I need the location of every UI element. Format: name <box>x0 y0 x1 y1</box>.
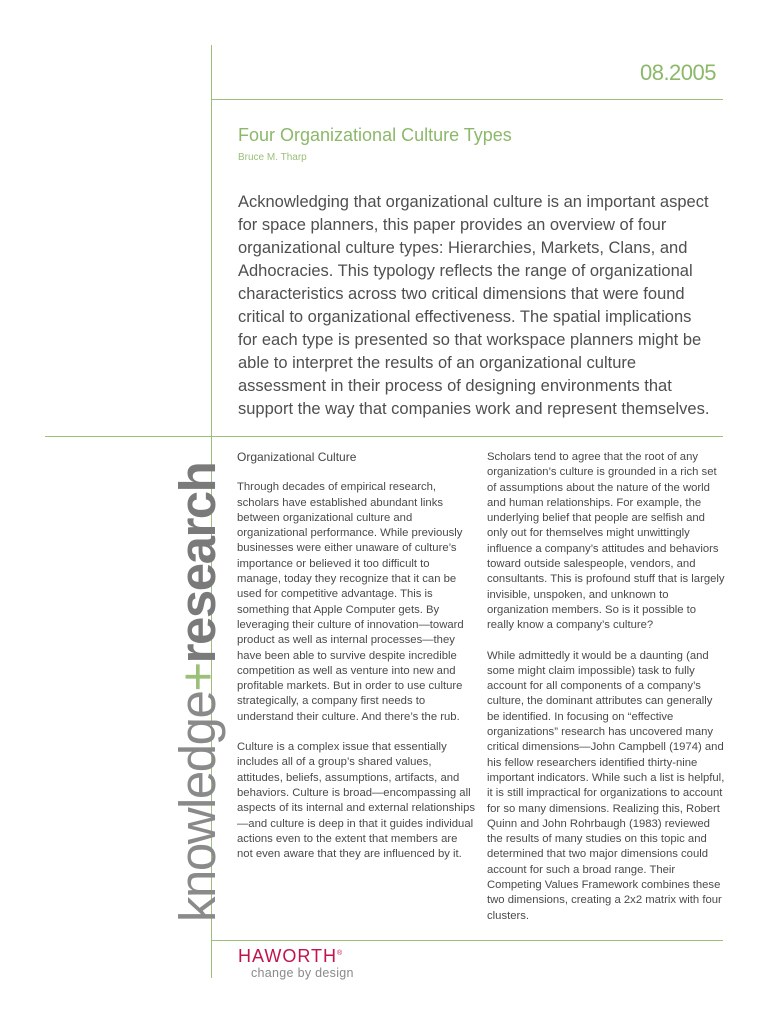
wordmark-research: research <box>169 462 226 664</box>
body-paragraph: Through decades of empirical research, scholars have established abundant links between organizational culture and organizational performance. While previously businesses were either unaware of culture’s importance or believed it too difficult to manage, today they recognize that it can be used for competitive advantage. This is something that Apple Computer gets. By leveraging their culture of innovation—toward product as well as internal processes—they have been able to survive despite incredible competition as well as venture into new and profitable markets. But in order to use culture strategically, a company first needs to understand their culture. And there’s the rub. <box>237 481 464 723</box>
registered-mark: ® <box>337 950 344 957</box>
article-abstract: Acknowledging that organizational culture is an important aspect for space planners, this paper provides an overview of four organizational culture types: Hierarchies, Markets, Clans, and Adhocracies. This typology reflects the range of organizational characteristics across two critical dimensions that were found critical to organizational effectiveness. The spatial implications for each type is presented so that workspace planners might be able to interpret the results of an organizational culture assessment in their process of designing environments that support the way that companies work and represent themselves. <box>238 193 710 418</box>
body-column-left <box>237 450 475 877</box>
knowledge-research-wordmark <box>169 462 226 922</box>
article-author: Bruce M. Tharp <box>238 152 307 163</box>
haworth-logo <box>238 944 354 980</box>
body-column-right <box>487 450 725 939</box>
logo-tagline: change by design <box>251 966 354 980</box>
body-paragraph: Scholars tend to agree that the root of any organization’s culture is grounded in a rich set of assumptions about the nature of the world and human relationships. For example, the underlying belief that people are selfish and only out for themselves might unwittingly influence a company’s attitudes and behaviors toward outside salespeople, vendors, and consultants. This is profound stuff that is largely invisible, unspoken, and unknown to organization members. So is it possible to really know a company’s culture? <box>487 451 725 632</box>
body-paragraph: Culture is a complex issue that essentially includes all of a group’s shared values, attitudes, beliefs, assumptions, artifacts, and behaviors. Culture is broad—encompassing all aspects of its internal and external relationships—and culture is deep in that it guides individual actions even to the extent that members are not even aware that they are influenced by it. <box>237 741 475 861</box>
footer-divider <box>211 940 723 941</box>
wordmark-knowledge: knowledge <box>169 691 226 922</box>
section-divider <box>45 436 723 437</box>
section-heading: Organizational Culture <box>237 450 357 464</box>
header-divider <box>211 99 723 100</box>
wordmark-plus: + <box>169 663 226 692</box>
article-title: Four Organizational Culture Types <box>238 125 512 145</box>
issue-date: 08.2005 <box>639 60 716 85</box>
body-paragraph: While admittedly it would be a daunting (and some might claim impossible) task to fully account for all components of a company’s culture, the dominant attributes can generally be identified. In focusing on “effective organizations” research has uncovered many critical dimensions—John Campbell (1974) and his fellow researchers identified thirty-nine important indicators. While such a list is helpful, it is still impractical for organizations to account for so many dimensions. Realizing this, Robert Quinn and John Rohrbaugh (1983) reviewed the results of many studies on this topic and determined that two major dimensions could account for such a broad range. Their Competing Values Framework combines these two dimensions, creating a 2x2 matrix with four clusters. <box>487 649 725 922</box>
logo-brand-text: HAWORTH <box>238 946 337 966</box>
logo-brand <box>238 944 354 966</box>
